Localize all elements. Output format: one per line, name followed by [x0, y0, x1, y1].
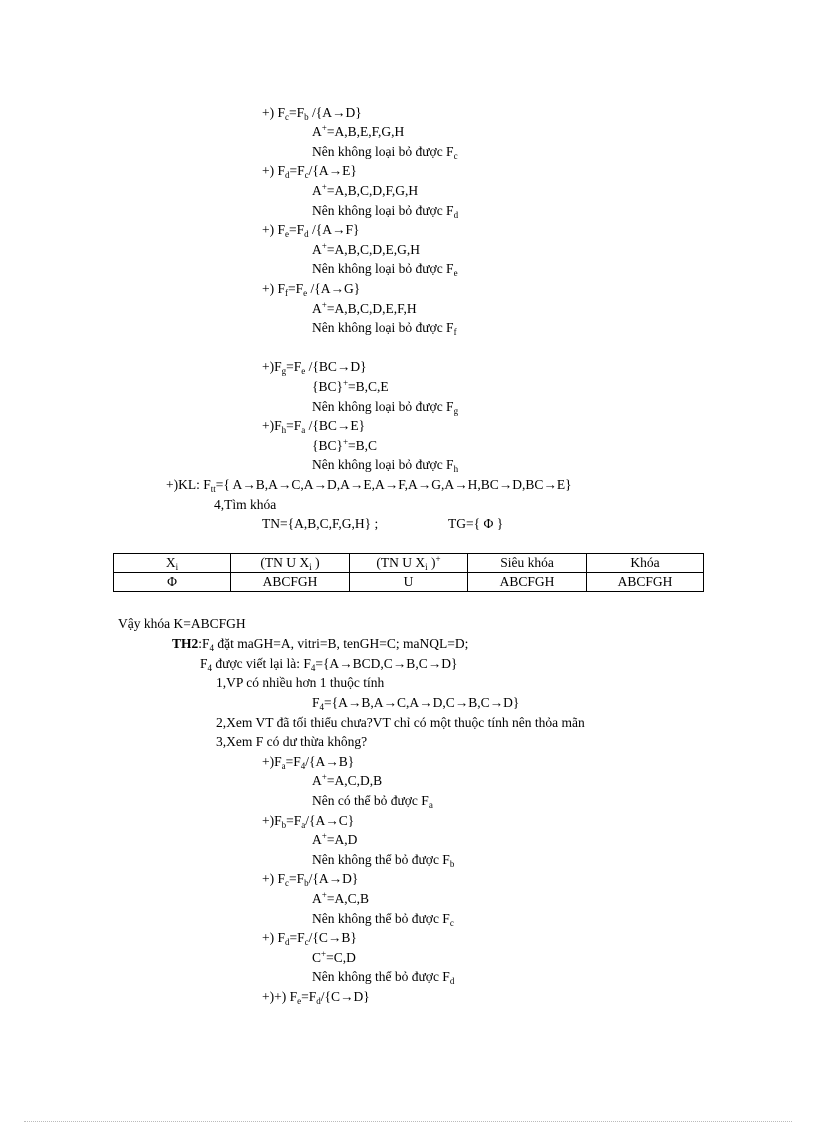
- fd-removal-fd: +) $F_d=F_c/\{C\to B\}$: [262, 930, 357, 947]
- page-bottom-divider: [24, 1121, 792, 1122]
- step1-f4: $F_4=\{A\to B,A\to C,A\to D,C\to B,C\to D\}$: [312, 695, 520, 712]
- f4-rewrite: $F_4$ được viết lại là: $F_4=\{A\to BCD,C\to B,C\to D\}$: [200, 656, 458, 673]
- fd-removal-fg: $+)F_g=F_e$ /{BC→D}: [262, 359, 367, 376]
- table-cell: U: [350, 573, 468, 592]
- table-row: [114, 573, 704, 592]
- conclusion-line: Nên có thể bỏ được $F_a$: [312, 793, 433, 810]
- table-header-cell: (TN U $X_i$ ): [231, 554, 350, 573]
- fd-removal-fa: $+)F_a=F_4/\{A\to B\}$: [262, 754, 355, 771]
- table-header-cell: Khóa: [587, 554, 704, 573]
- conclusion-line: Nên không loại bỏ được $F_d$: [312, 203, 459, 220]
- step1-title: 1,VP có nhiều hơn 1 thuộc tính: [216, 675, 385, 690]
- closure-line: {BC}+=B,C,E: [312, 378, 389, 394]
- fd-removal-fe: +) $F_e=F_d$ /{A→F}: [262, 222, 360, 239]
- conclusion-line: Nên không thể bỏ được $F_b$: [312, 852, 455, 869]
- fd-removal-ff: +) $F_f=F_e$ /{A→G}: [262, 281, 361, 298]
- table-cell: ABCFGH: [587, 573, 704, 592]
- fd-removal-fd: +) $F_d=F_c/\{A\to E\}$: [262, 163, 357, 180]
- fd-removal-fe: +)+) $F_e=F_d/\{C\to D\}$: [262, 989, 370, 1006]
- conclusion-line: Nên không loại bỏ được $F_g$: [312, 399, 459, 416]
- key-result: Vậy khóa K=ABCFGH: [118, 616, 246, 631]
- closure-line: A+=A,B,C,D,E,G,H: [312, 241, 420, 257]
- tg-set: TG={ Φ }: [448, 516, 504, 531]
- conclusion-line: Nên không loại bỏ được $F_h$: [312, 457, 459, 474]
- fd-removal-fb: $+)F_b=F_a/\{A\to C\}$: [262, 813, 355, 830]
- closure-line: C+=C,D: [312, 949, 356, 965]
- conclusion-line: Nên không thể bỏ được $F_c$: [312, 911, 454, 928]
- conclusion-line: Nên không loại bỏ được $F_f$: [312, 320, 457, 337]
- fd-removal-fc: +) $F_c=F_b$ /{A→D}: [262, 105, 362, 122]
- table-header-row: [114, 554, 704, 573]
- table-header-cell: (TN U $X_i$ )+: [350, 554, 468, 573]
- closure-line: {BC}+=B,C: [312, 437, 378, 453]
- tn-set: TN={A,B,C,F,G,H} ;: [262, 516, 379, 531]
- conclusion-line: Nên không loại bỏ được $F_e$: [312, 261, 458, 278]
- closure-line: A+=A,D: [312, 831, 358, 847]
- fd-removal-fc: +) $F_c=F_b/\{A\to D\}$: [262, 871, 359, 888]
- table-cell: ABCFGH: [231, 573, 350, 592]
- step3-title: 3,Xem F có dư thừa không?: [216, 734, 368, 749]
- table-cell: ABCFGH: [468, 573, 587, 592]
- fd-removal-fh: $+)F_h=F_a$ /{BC→E}: [262, 418, 366, 435]
- closure-line: A+=A,B,C,D,F,G,H: [312, 182, 419, 198]
- th2-heading: $TH2:F_4$ đặt maGH=A, vitri=B, tenGH=C; maNQL=D;: [172, 636, 469, 653]
- closure-line: A+=A,C,D,B: [312, 772, 383, 788]
- step2-text: 2,Xem VT đã tối thiểu chưa?VT chỉ có một thuộc tính nên thỏa mãn: [216, 715, 585, 730]
- conclusion-line: Nên không loại bỏ được $F_c$: [312, 144, 458, 161]
- table-cell: Φ: [114, 573, 231, 592]
- table-header-cell: Siêu khóa: [468, 554, 587, 573]
- closure-line: A+=A,C,B: [312, 890, 369, 906]
- closure-line: A+=A,B,C,D,E,F,H: [312, 300, 417, 316]
- table-header-cell: $X_i$: [114, 554, 231, 573]
- key-table: [113, 553, 704, 592]
- kl-conclusion: +)KL: $F_{tt}=${ A→B,A→C,A→D,A→E,A→F,A→G,A→H,BC→D,BC→E}: [166, 477, 572, 494]
- step4-title: 4,Tìm khóa: [214, 497, 277, 512]
- conclusion-line: Nên không thể bỏ được $F_d$: [312, 969, 455, 986]
- closure-line: A+=A,B,E,F,G,H: [312, 123, 405, 139]
